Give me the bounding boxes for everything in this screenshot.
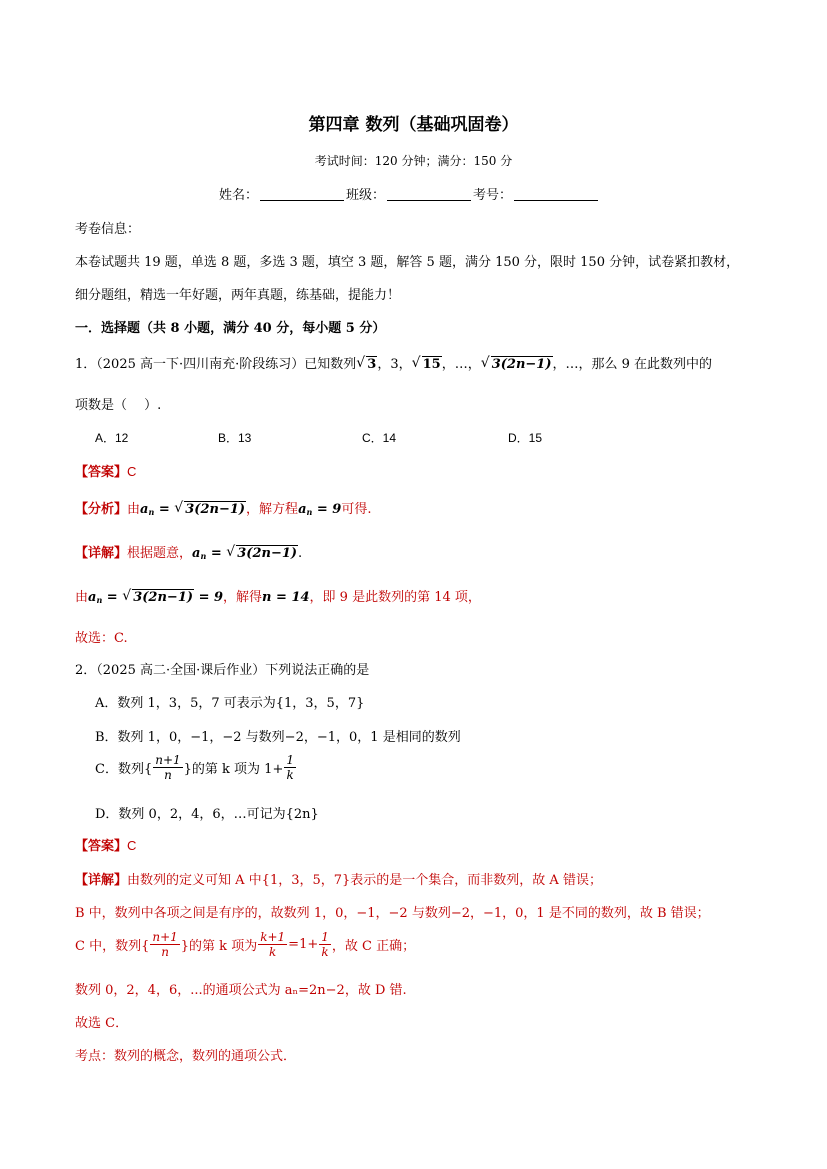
detail-pre: 根据题意， bbox=[127, 546, 193, 561]
id-label: 考号： bbox=[473, 188, 513, 203]
q2-answer bbox=[75, 835, 136, 854]
d3-eq: =1+ bbox=[288, 937, 319, 952]
analysis-pre: 由 bbox=[127, 502, 141, 517]
q1-option-a: A．12 bbox=[95, 431, 129, 445]
q2-stem: 2．（2025 高二·全国·课后作业）下列说法正确的是 bbox=[75, 663, 370, 678]
q2-choose: 故选 C． bbox=[75, 1016, 129, 1031]
q1-prefix: 1．（2025 高一下·四川南充·阶段练习）已知数列 bbox=[75, 357, 357, 372]
info-line-1: 本卷试题共 19 题，单选 8 题，多选 3 题，填空 3 题，解答 5 题，满分 150 分，限时 150 分钟，试卷紧扣教材， bbox=[75, 255, 740, 270]
analysis-tag: 【分析】 bbox=[75, 502, 128, 517]
sqrt-15: √ 15 bbox=[411, 355, 441, 372]
q1-stem-line2: 项数是（ ）. bbox=[75, 398, 162, 413]
info-line-2: 细分题组，精选一年好题，两年真题，练基础，提能力！ bbox=[75, 288, 401, 303]
analysis-post: 可得. bbox=[341, 502, 372, 517]
id-field[interactable] bbox=[514, 188, 598, 201]
q1-solve bbox=[75, 586, 481, 605]
q2-kaodian: 考点：数列的概念，数列的通项公式． bbox=[75, 1049, 297, 1064]
sqrt-general-term: √ 3(2n−1) bbox=[480, 355, 552, 372]
analysis-mid: ，解方程 bbox=[246, 502, 299, 517]
section-heading: 一．选择题（共 8 小题，满分 40 分，每小题 5 分） bbox=[75, 321, 386, 336]
q2-detail-2: B 中，数列中各项之间是有序的，故数列 1，0，−1，−2 与数列−2，−1，0，1 是不同的数列，故 B 错误； bbox=[75, 906, 710, 921]
formula-an: $a_n$ = √ 3(2n−1) bbox=[140, 500, 246, 517]
q1-stem bbox=[75, 353, 712, 372]
q2-option-d: D．数列 0，2，4，6，…可记为{2n} bbox=[95, 807, 319, 822]
q1-choose: 故选：C. bbox=[75, 631, 128, 646]
fraction-1-over-k: $\frac{1}{k}$ bbox=[286, 753, 294, 782]
student-fields bbox=[219, 184, 600, 203]
q1-detail bbox=[75, 542, 302, 561]
sqrt-3: √ 3 bbox=[356, 355, 377, 372]
solve-post: ，即 9 是此数列的第 14 项， bbox=[309, 590, 481, 605]
name-label: 姓名： bbox=[219, 188, 259, 203]
formula-an-eq-9: $a_n = 9$ bbox=[298, 502, 342, 517]
formula-n14: n = 14 bbox=[262, 590, 310, 605]
detail-line-1: 由数列的定义可知 A 中{1，3，5，7}表示的是一个集合，而非数列，故 A 错误； bbox=[127, 873, 602, 888]
q1-option-b: B．13 bbox=[218, 431, 252, 445]
q2-option-c bbox=[95, 753, 297, 782]
d3-post: ，故 C 正确； bbox=[331, 939, 416, 954]
answer-value: C bbox=[127, 838, 137, 853]
d3-mid: }的第 k 项为 bbox=[180, 939, 258, 954]
answer-value: C bbox=[127, 464, 137, 479]
q2-detail-3 bbox=[75, 930, 415, 959]
q1-option-d: D．15 bbox=[508, 431, 543, 445]
fraction-k1-over-k: $\frac{k+1}{k}$ bbox=[260, 930, 286, 959]
q1-analysis bbox=[75, 498, 371, 517]
solve-pre: 由 bbox=[75, 590, 89, 605]
answer-tag: 【答案】 bbox=[75, 465, 128, 480]
formula-an-detail: $a_n$ = √ 3(2n−1) bbox=[192, 544, 298, 561]
page-title: 第四章 数列（基础巩固卷） bbox=[308, 115, 519, 135]
detail-tag: 【详解】 bbox=[75, 873, 128, 888]
class-field[interactable] bbox=[387, 188, 471, 201]
q1-option-c: C．14 bbox=[362, 431, 397, 445]
q1-suffix: ，…，那么 9 在此数列中的 bbox=[552, 357, 713, 372]
q2-detail-1 bbox=[75, 869, 602, 888]
info-heading: 考卷信息： bbox=[75, 222, 141, 237]
d3-pre: C 中，数列{ bbox=[75, 939, 150, 954]
formula-solve: $a_n$ = √ 3(2n−1) = 9 bbox=[88, 588, 224, 605]
answer-tag: 【答案】 bbox=[75, 839, 128, 854]
q1-sep2: ，…， bbox=[441, 357, 481, 372]
detail-post: . bbox=[298, 546, 303, 561]
name-field[interactable] bbox=[260, 188, 344, 201]
exam-info: 考试时间：120 分钟；满分：150 分 bbox=[314, 154, 513, 168]
solve-mid: ，解得 bbox=[223, 590, 263, 605]
class-label: 班级： bbox=[346, 188, 386, 203]
optc-pre: C．数列{ bbox=[95, 762, 153, 777]
fraction-n1-over-n: $\frac{n+1}{n}$ bbox=[152, 930, 178, 959]
q2-detail-4: 数列 0，2，4，6，...的通项公式为 aₙ=2n−2，故 D 错. bbox=[75, 983, 407, 998]
q2-option-b: B．数列 1，0，−1，−2 与数列−2，−1，0，1 是相同的数列 bbox=[95, 730, 461, 745]
fraction-1-over-k: $\frac{1}{k}$ bbox=[321, 930, 329, 959]
detail-tag: 【详解】 bbox=[75, 546, 128, 561]
q2-option-a: A．数列 1，3，5，7 可表示为{1，3，5，7} bbox=[95, 696, 365, 711]
optc-mid: }的第 k 项为 1+ bbox=[183, 762, 284, 777]
q1-answer bbox=[75, 461, 136, 480]
fraction-n1-over-n: $\frac{n+1}{n}$ bbox=[155, 753, 181, 782]
q1-sep1: ，3， bbox=[377, 357, 412, 372]
